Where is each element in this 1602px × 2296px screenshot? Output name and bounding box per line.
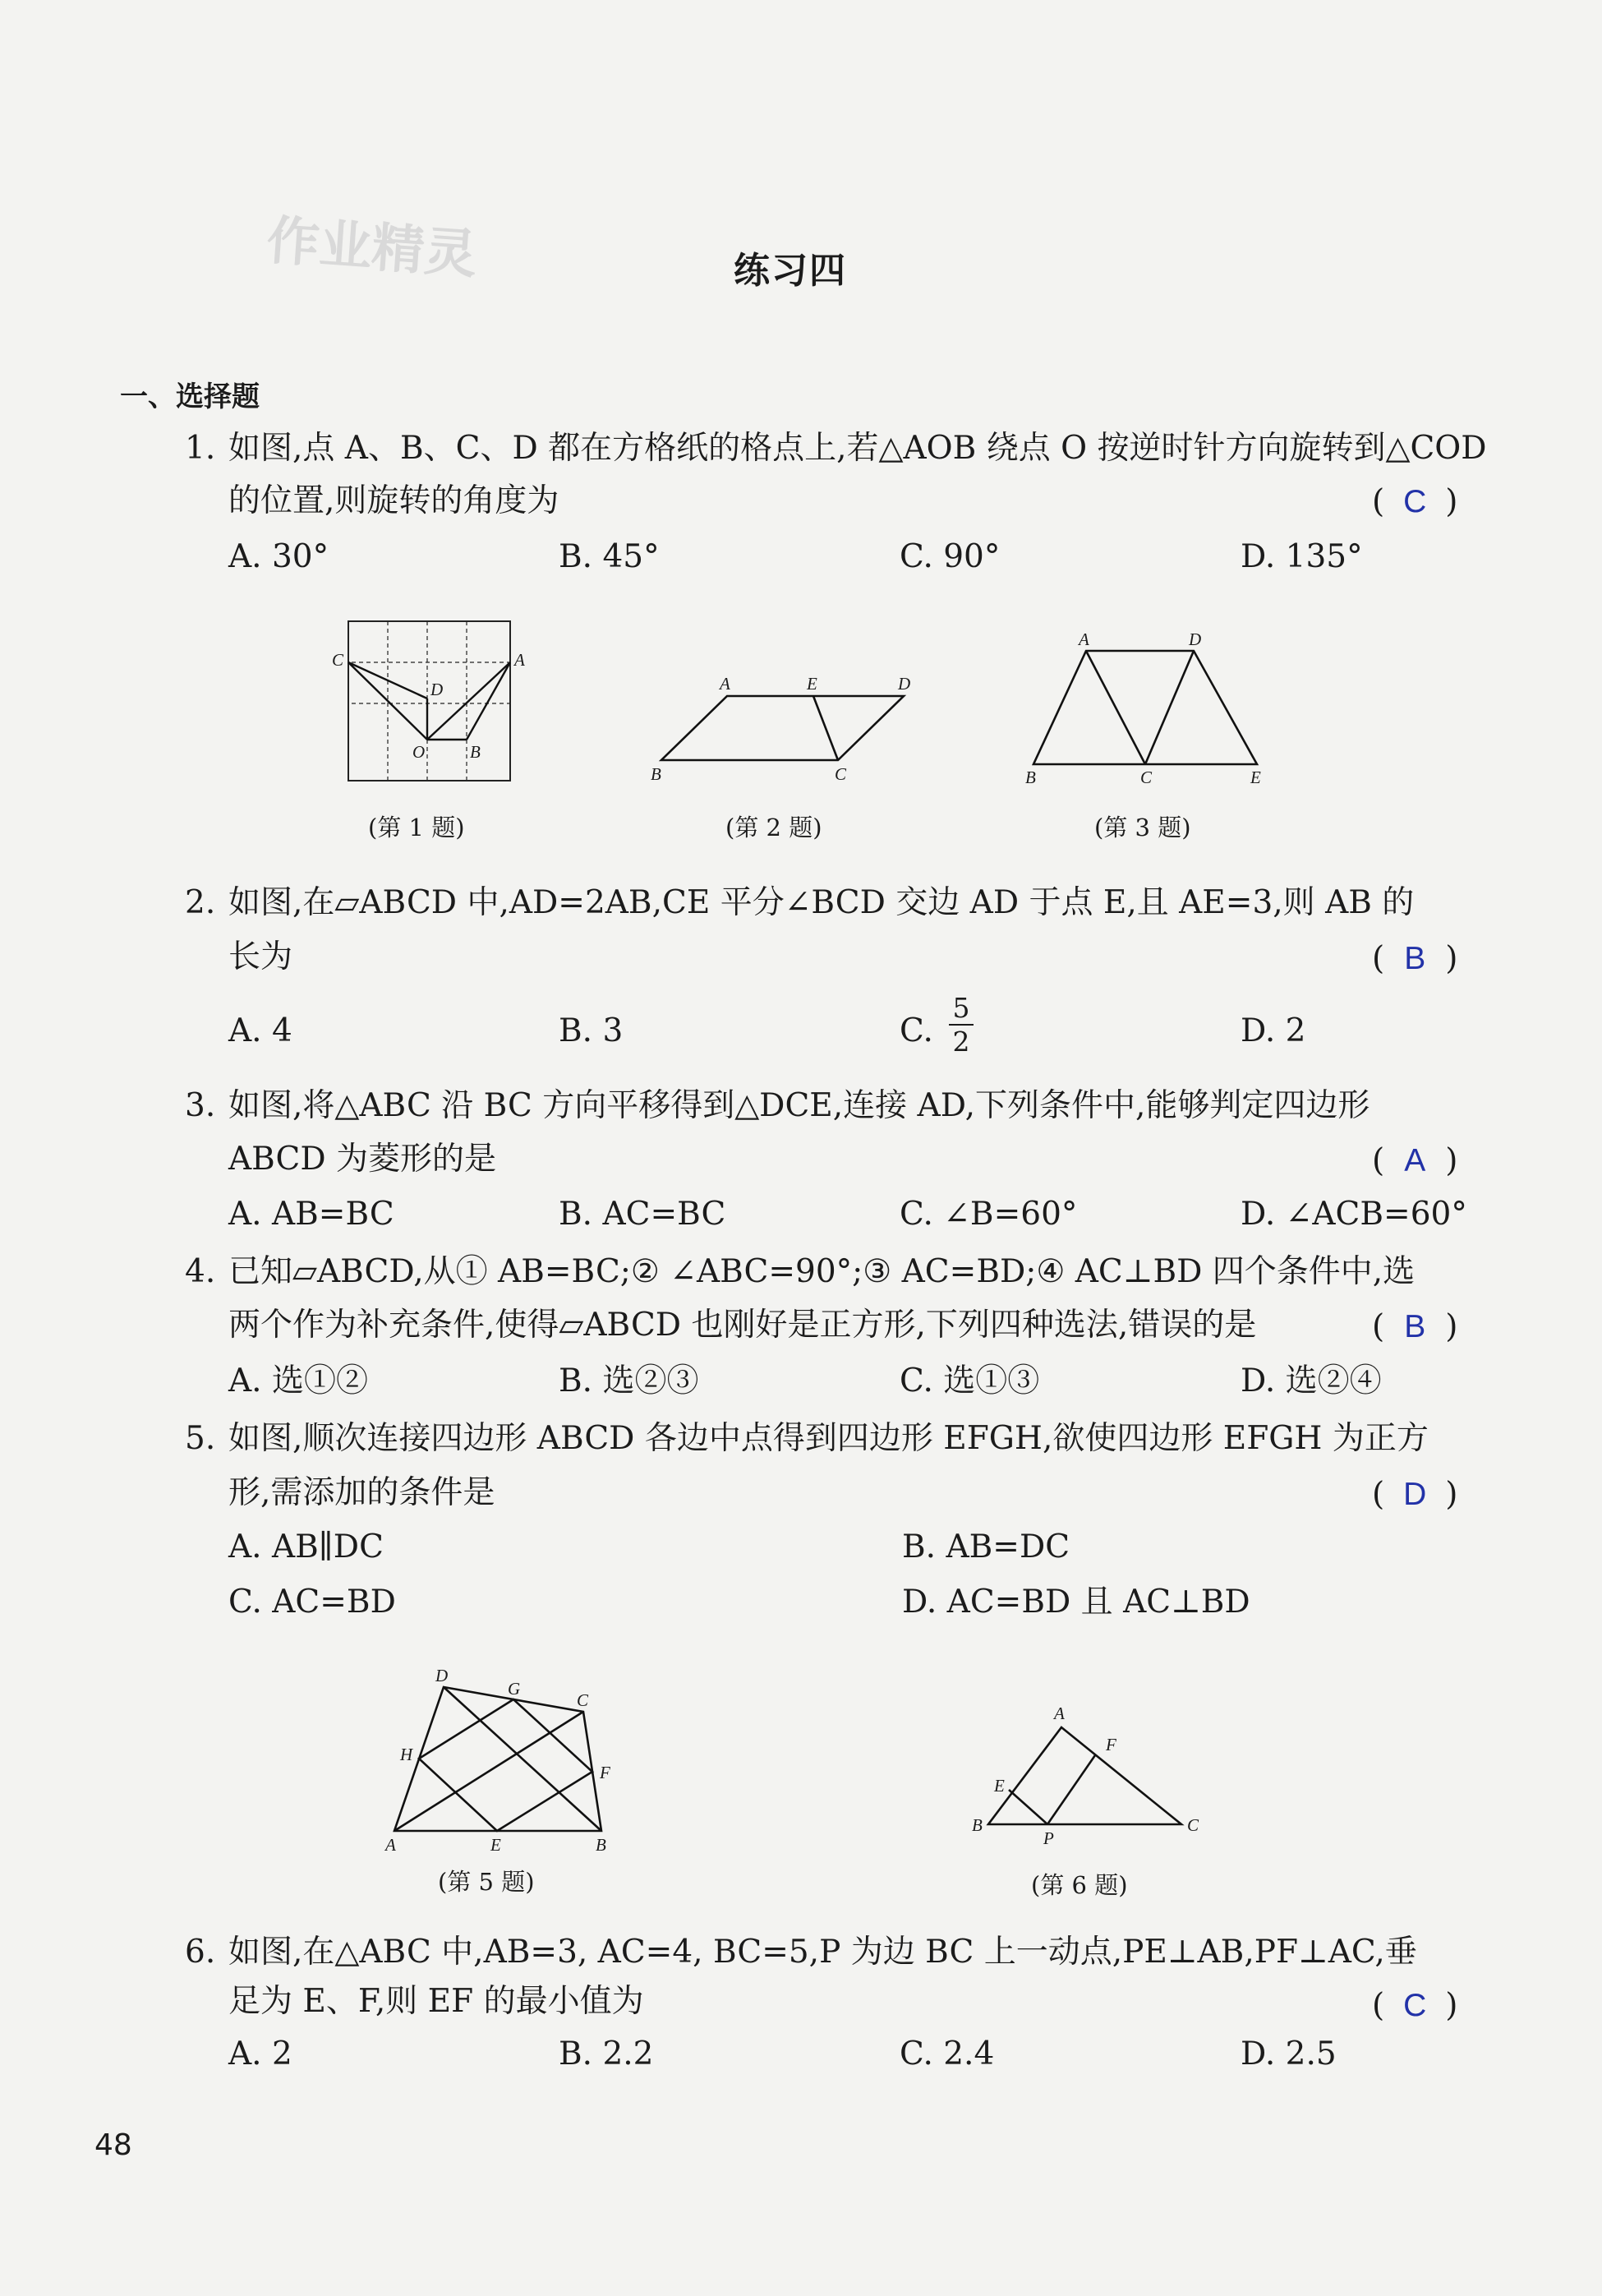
- option: B. 3: [559, 1012, 624, 1049]
- option: C. 90°: [900, 538, 1001, 575]
- point-label: B: [470, 742, 481, 762]
- answer-bracket: ( A ): [1372, 1142, 1458, 1179]
- option: C. AC=BD: [228, 1584, 396, 1621]
- point-label: C: [1140, 768, 1153, 787]
- figure-6: [957, 1701, 1220, 1849]
- figure-caption: (第 2 题): [725, 814, 822, 841]
- option: C. ∠B=60°: [900, 1196, 1078, 1233]
- figure-1: [332, 616, 526, 789]
- option: B. AC=BC: [559, 1196, 726, 1233]
- option: D. 2.5: [1241, 2036, 1337, 2072]
- question-text-line: 足为 E、F,则 EF 的最小值为: [228, 1983, 644, 2020]
- section-heading: 一、选择题: [120, 380, 260, 413]
- answer-text: A: [1404, 1143, 1426, 1178]
- figure-caption: (第 5 题): [438, 1868, 535, 1896]
- point-label: F: [600, 1763, 610, 1782]
- option: C.: [900, 1012, 933, 1049]
- answer-text: B: [1404, 1309, 1426, 1344]
- option: D. ∠ACB=60°: [1241, 1196, 1467, 1233]
- point-label: C: [835, 764, 847, 784]
- point-label: A: [385, 1835, 396, 1855]
- point-label: E: [1250, 768, 1261, 787]
- option: C. 2.4: [900, 2036, 995, 2072]
- page-number: 48: [94, 2128, 132, 2162]
- question-text-line: 如图,点 A、B、C、D 都在方格纸的格点上,若△AOB 绕点 O 按逆时针方向旋转到△COD: [228, 430, 1487, 467]
- question-text-line: ABCD 为菱形的是: [228, 1141, 497, 1178]
- point-label: G: [508, 1679, 521, 1699]
- option: A. AB=BC: [228, 1196, 394, 1233]
- answer-text: D: [1403, 1477, 1427, 1512]
- question-text-line: 如图,顺次连接四边形 ABCD 各边中点得到四边形 EFGH,欲使四边形 EFGH 为正方: [228, 1420, 1429, 1457]
- option: B. AB=DC: [902, 1528, 1070, 1565]
- point-label: D: [435, 1666, 449, 1685]
- question-text-line: 如图,在△ABC 中,AB=3, AC=4, BC=5,P 为边 BC 上一动点,PE⊥AB,PF⊥AC,垂: [228, 1934, 1417, 1971]
- question-number: 3.: [185, 1087, 216, 1124]
- option: D. 2: [1241, 1012, 1306, 1049]
- fraction-numerator: 5: [952, 992, 970, 1024]
- answer-text: C: [1403, 484, 1427, 519]
- point-label: A: [1054, 1704, 1065, 1723]
- option: D. 135°: [1241, 538, 1363, 575]
- point-label: D: [430, 680, 444, 699]
- figure-caption: (第 6 题): [1031, 1871, 1128, 1899]
- answer-text: C: [1403, 1988, 1427, 2023]
- point-label: D: [1189, 629, 1202, 649]
- answer-bracket: ( B ): [1372, 940, 1458, 977]
- point-label: F: [1106, 1735, 1116, 1754]
- question-number: 1.: [185, 430, 216, 467]
- question-text-line: 长为: [228, 938, 293, 975]
- option: B. 选②③: [559, 1362, 699, 1399]
- grid-border: [348, 621, 510, 781]
- option: B. 45°: [559, 538, 660, 575]
- point-label: H: [400, 1745, 413, 1764]
- point-label: E: [490, 1835, 501, 1855]
- answer-bracket: ( B ): [1372, 1308, 1458, 1345]
- question-text-line: 已知▱ABCD,从① AB=BC;② ∠ABC=90°;③ AC=BD;④ AC⊥BD 四个条件中,选: [228, 1253, 1416, 1290]
- option: A. AB∥DC: [228, 1528, 384, 1565]
- point-label: C: [332, 650, 344, 670]
- point-label: A: [514, 650, 525, 670]
- question-number: 2.: [185, 884, 216, 921]
- point-label: C: [1187, 1815, 1199, 1835]
- point-label: A: [720, 674, 730, 694]
- question-number: 6.: [185, 1934, 216, 1971]
- answer-bracket: ( C ): [1372, 483, 1458, 520]
- figure-caption: (第 1 题): [368, 814, 465, 841]
- point-label: B: [972, 1815, 983, 1835]
- point-label: D: [898, 674, 911, 694]
- figure-caption: (第 3 题): [1094, 814, 1191, 841]
- option: D. 选②④: [1241, 1362, 1382, 1399]
- point-label: B: [596, 1835, 606, 1855]
- option: C. 选①③: [900, 1362, 1040, 1399]
- option: A. 30°: [228, 538, 329, 575]
- question-number: 5.: [185, 1420, 216, 1457]
- point-label: C: [577, 1690, 589, 1710]
- question-text-line: 如图,在▱ABCD 中,AD=2AB,CE 平分∠BCD 交边 AD 于点 E,且 AE=3,则 AB 的: [228, 884, 1415, 921]
- point-label: E: [807, 674, 817, 694]
- option: A. 选①②: [228, 1362, 368, 1399]
- option: A. 4: [228, 1012, 292, 1049]
- fraction-denominator: 2: [952, 1026, 970, 1058]
- watermark: 作业精灵: [265, 210, 479, 286]
- option: B. 2.2: [559, 2036, 654, 2072]
- question-text-line: 如图,将△ABC 沿 BC 方向平移得到△DCE,连接 AD,下列条件中,能够判定四边形: [228, 1087, 1370, 1124]
- figure-3: [1025, 629, 1282, 793]
- point-label: B: [1025, 768, 1036, 787]
- grid-dashed-lines: [352, 621, 509, 781]
- point-label: A: [1079, 629, 1089, 649]
- answer-text: B: [1404, 941, 1426, 976]
- point-label: E: [994, 1776, 1005, 1796]
- answer-bracket: ( C ): [1372, 1987, 1458, 2024]
- question-number: 4.: [185, 1253, 216, 1290]
- fraction: [949, 992, 974, 1058]
- page-title: 练习四: [734, 250, 847, 292]
- point-label: B: [651, 764, 661, 784]
- question-text-line: 两个作为补充条件,使得▱ABCD 也刚好是正方形,下列四种选法,错误的是: [228, 1307, 1257, 1344]
- answer-bracket: ( D ): [1372, 1476, 1458, 1513]
- figure-5: [374, 1660, 637, 1855]
- option: D. AC=BD 且 AC⊥BD: [902, 1584, 1250, 1621]
- question-text-line: 形,需添加的条件是: [228, 1474, 495, 1511]
- point-label: P: [1043, 1828, 1054, 1848]
- figure-2: [649, 670, 912, 785]
- question-text-line: 的位置,则旋转的角度为: [228, 482, 559, 519]
- option: A. 2: [228, 2036, 292, 2072]
- point-label: O: [412, 742, 426, 762]
